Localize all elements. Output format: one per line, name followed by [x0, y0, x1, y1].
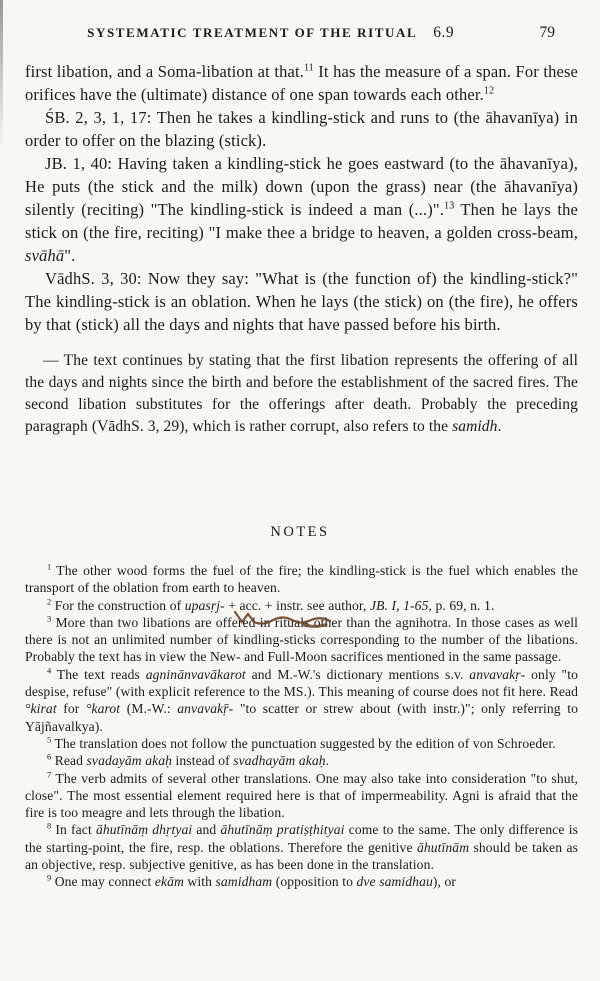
footnote-4: $^4$ The text reads agninānvavākarot and M.-W.'s dictionary mentions s.v. anvavakṛ- only "to despise, refuse" (with explicit reference to the MS.). This meaning of course does not fit here. Read °kirat for °karot (M.-W.: anvavakṝ- "to scatter or strew about (with instr.)"; only referring to Yājñavalkya). — [25, 665, 578, 734]
footnote-9: $^9$ One may connect ekām with samidham (opposition to dve samidhau), or — [47, 872, 457, 890]
running-header — [87, 24, 454, 42]
footnote-5: $^5$ The translation does not follow the punctuation suggested by the edition of von Schroeder. — [47, 734, 556, 751]
footnote-8: $^8$ In fact āhutīnāṃ dhṛtyai and āhutīnāṃ pratiṣṭhityai come to the same. The only difference is the starting-point, the fire, resp. the oblations. Therefore the genitive āhutīnām should be taken as an objective, resp. subjective genitive, as has been done in the translation. — [25, 820, 578, 873]
body-paragraph: first libation, and a Soma-libation at that.$^{11}$ It has the measure of a span. For these orifices have the (ultimate) distance of one span towards each other.$^{12}$ — [25, 62, 578, 104]
scan-edge-artifact — [0, 0, 3, 150]
annotated-text: upasṛj- — [184, 597, 225, 613]
footnote-1: $^1$ The other wood forms the fuel of the fire; the kindling-stick is the fuel which enables the transport of the oblation from earth to heaven. — [25, 561, 578, 596]
footnote-7: $^7$ The verb admits of several other translations. One may also take into consideration "to shut, close". The most essential element required here is that of impermeability. Agni is afraid that the fire is too meagre and lets through the libation. — [25, 769, 578, 821]
footnote-6: $^6$ Read svadayām akaḥ instead of svadhayām akaḥ. — [47, 751, 330, 769]
footnote-3: $^3$ More than two libations are offered in rituals other than the agnihotra. In those cases as well there is not an unlimited number of kindling-sticks corresponding to the number of the libations. Probably the text has in view the New- and Full-Moon sacrifices mentioned in the same passage. — [25, 613, 578, 665]
page-number: 79 — [539, 24, 555, 41]
header-section-number: 6.9 — [433, 24, 455, 41]
page-header — [25, 24, 575, 44]
footnote-2: $^2$ For the construction of upasṛj- + acc. + instr. see author, JB. I, 1-65, p. 69, n. 1. — [47, 596, 495, 613]
header-title: SYSTEMATIC TREATMENT OF THE RITUAL — [87, 25, 418, 40]
footnotes — [25, 562, 578, 891]
body-paragraph: JB. 1, 40: Having taken a kindling-stick he goes eastward (to the āhavanīya), He puts (the stick and the milk) down (upon the grass) near (the āhavanīya) silently (reciting) "The kindling-stick is indeed a man (...)".$^{13}$ Then he lays the stick on (the fire, reciting) "I make thee a bridge to heaven, a golden cross-beam, svāhā". — [25, 154, 579, 265]
commentary-paragraph: — The text continues by stating that the first libation represents the offering of all the days and nights since the birth and before the establishment of the sacred fires. The second libation substitutes for the offerings after death. Probably the preceding paragraph (VādhS. 3, 29), which is rather corrupt, also refers to the samidh. — [25, 352, 578, 435]
main-text — [25, 60, 578, 438]
body-paragraph: VādhS. 3, 30: Now they say: "What is (the function of) the kindling-stick?" The kindling-stick is an oblation. When he lays (the stick) on (the fire), he offers by that (stick) all the days and nights that have passed before his birth. — [25, 269, 578, 334]
notes-heading: NOTES — [270, 524, 330, 540]
body-paragraph: ŚB. 2, 3, 1, 17: Then he takes a kindling-stick and runs to (the āhavanīya) in order to offer on the blazing (stick). — [25, 108, 578, 150]
